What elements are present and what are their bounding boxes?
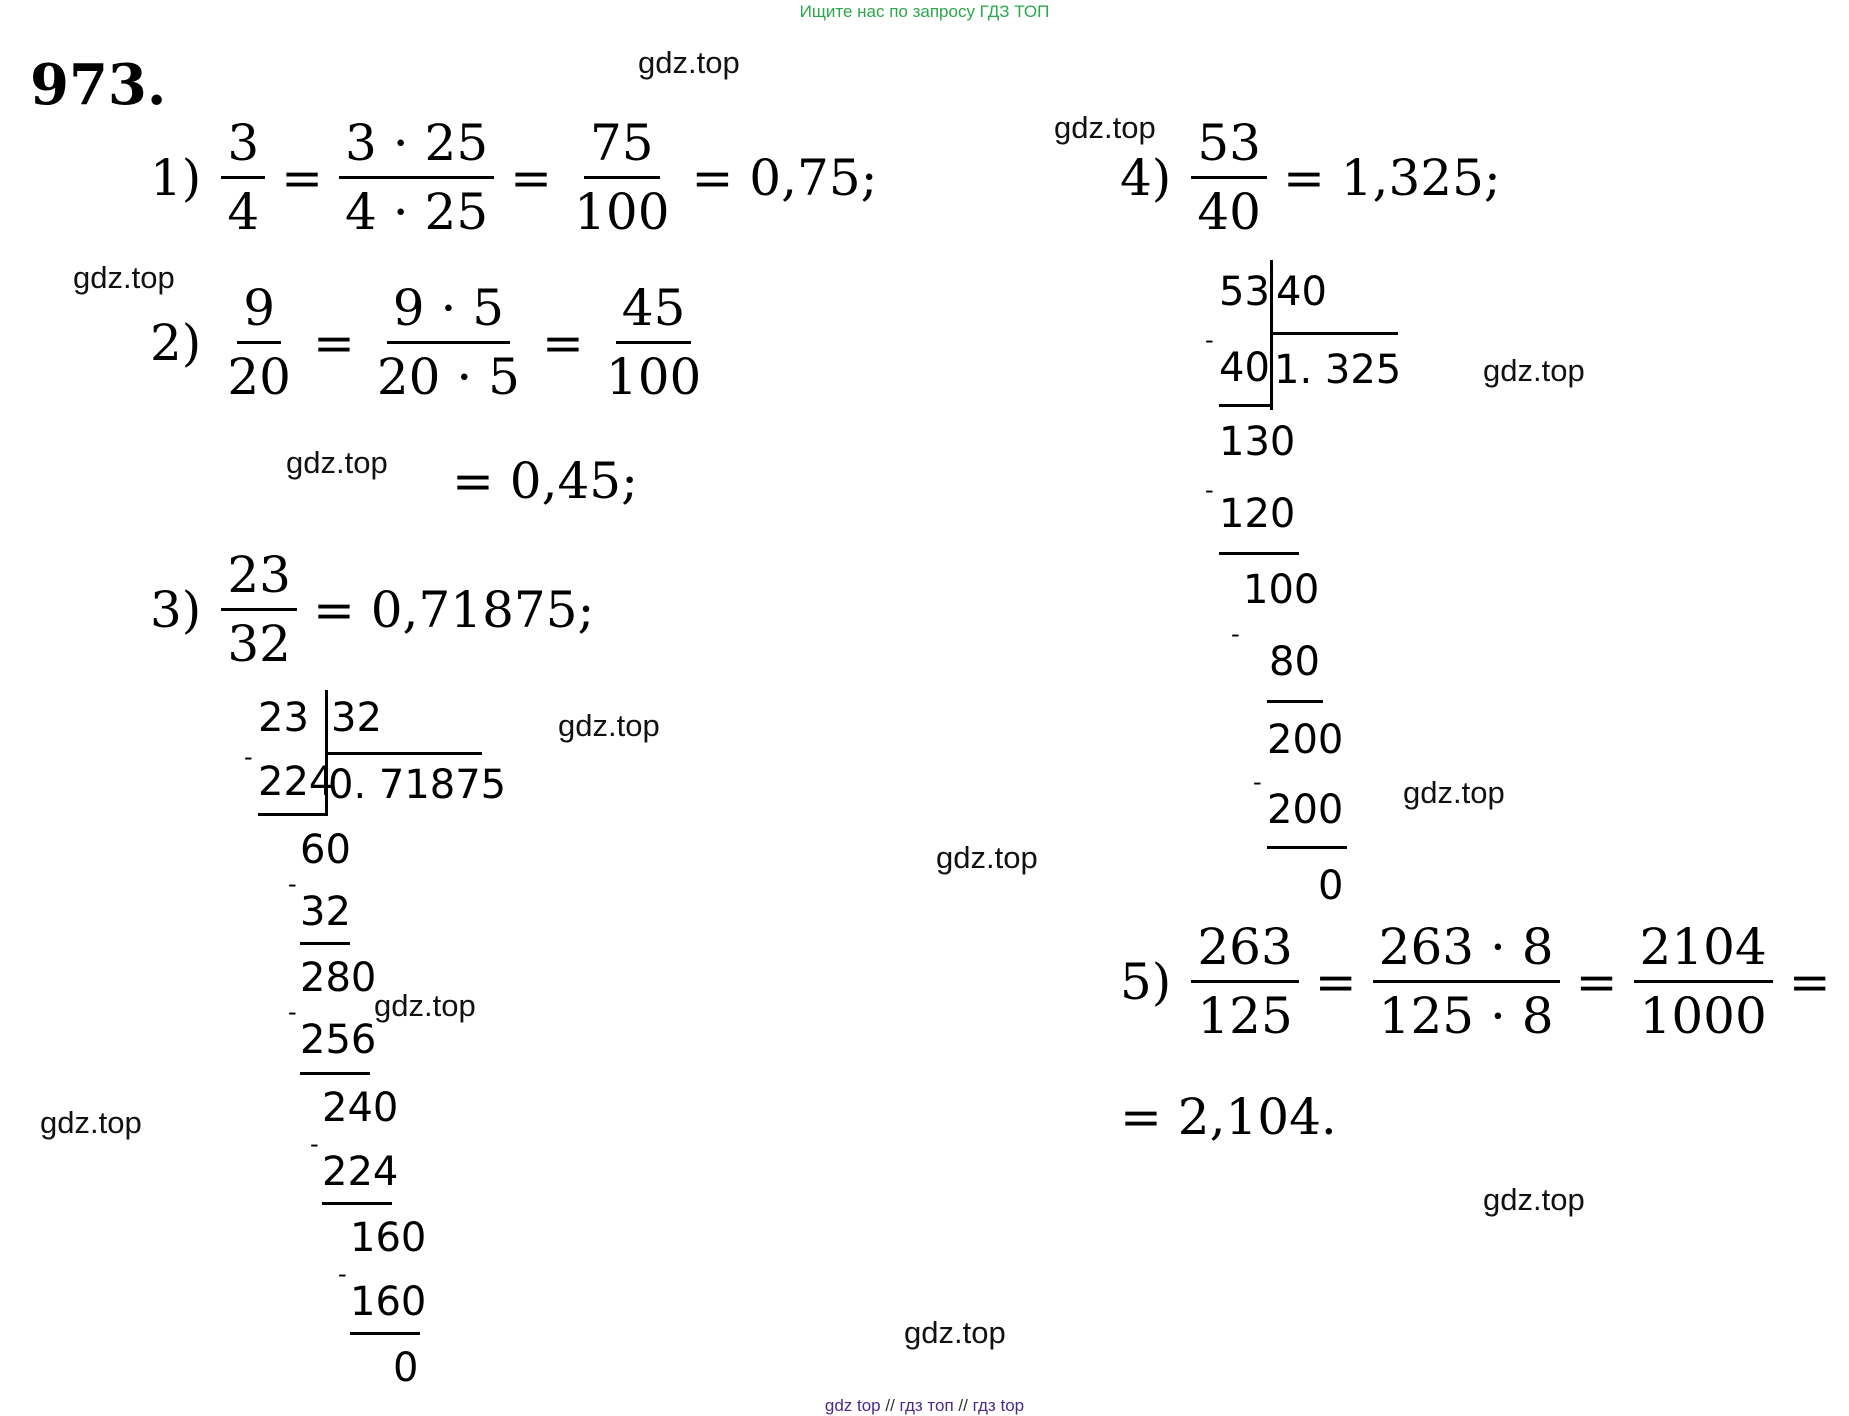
numerator: 2104 [1634, 922, 1773, 983]
division-line [350, 1332, 420, 1335]
equals-sign: = [1788, 952, 1831, 1011]
division-line [322, 1202, 392, 1205]
item-5-result: = 2,104. [1120, 1088, 1337, 1146]
numerator: 3 · 25 [339, 118, 494, 179]
watermark: gdz.top [374, 988, 476, 1023]
watermark: gdz.top [558, 708, 660, 743]
division-row: 240 [322, 1085, 399, 1131]
footer-links [0, 1396, 1849, 1416]
fraction [221, 279, 297, 406]
equals-sign: = [281, 148, 324, 207]
item-2-result: = 0,45; [452, 452, 638, 510]
division-row: 256 [300, 1017, 377, 1063]
minus-sign: - [288, 998, 297, 1026]
watermark: gdz.top [73, 260, 175, 295]
fraction [339, 114, 494, 241]
divisor: 32 [331, 695, 382, 741]
minus-sign: - [1205, 476, 1214, 504]
division-row: 0 [1318, 863, 1344, 909]
watermark: gdz.top [936, 840, 1038, 875]
minus-sign: - [310, 1130, 319, 1158]
division-row: 0 [393, 1345, 419, 1391]
division-line [300, 942, 350, 945]
item-5 [1120, 918, 1839, 1045]
numerator: 53 [1191, 118, 1267, 179]
search-banner: Ищите нас по запросу ГДЗ ТОП [799, 2, 1050, 21]
item-1 [150, 114, 885, 241]
numerator: 23 [221, 550, 297, 611]
fraction [1191, 918, 1298, 1045]
denominator: 125 · 8 [1378, 987, 1554, 1045]
minus-sign: - [1231, 620, 1240, 648]
denominator: 4 · 25 [345, 183, 489, 241]
denominator: 4 [227, 183, 260, 241]
quotient: 1. 325 [1274, 347, 1402, 393]
watermark: gdz.top [1483, 353, 1585, 388]
equals-sign: = [541, 313, 584, 372]
minus-sign: - [288, 870, 297, 898]
denominator: 100 [605, 348, 702, 406]
minus-sign: - [338, 1260, 347, 1288]
numerator: 45 [616, 283, 692, 344]
dividend: 23 [258, 695, 309, 741]
fraction [1191, 114, 1267, 241]
watermark: gdz.top [286, 445, 388, 480]
footer-separator: // [885, 1396, 895, 1415]
division-line [1219, 552, 1299, 555]
fraction [600, 279, 707, 406]
watermark: gdz.top [638, 45, 740, 80]
numerator: 263 [1191, 922, 1298, 983]
division-row: 100 [1243, 567, 1320, 613]
footer-separator: // [958, 1396, 968, 1415]
numerator: 9 · 5 [387, 283, 510, 344]
footer-link[interactable]: гдз top [972, 1396, 1025, 1415]
minus-sign: - [1205, 326, 1214, 354]
result: = 0,71875; [312, 580, 595, 639]
result: = 0,75; [691, 148, 878, 207]
division-bracket [1270, 260, 1273, 410]
division-row: 200 [1267, 787, 1344, 833]
division-row: 224 [322, 1149, 399, 1195]
denominator: 32 [227, 615, 291, 673]
fraction [568, 114, 675, 241]
fraction [1634, 918, 1773, 1045]
item-3 [150, 546, 602, 673]
watermark: gdz.top [904, 1315, 1006, 1350]
denominator: 1000 [1639, 987, 1767, 1045]
division-row: 40 [1219, 345, 1270, 391]
denominator: 20 · 5 [376, 348, 520, 406]
fraction [221, 546, 297, 673]
fraction [221, 114, 265, 241]
item-4 [1120, 114, 1509, 241]
division-line [1267, 700, 1323, 703]
item-label: 3) [150, 580, 202, 639]
item-label: 4) [1120, 148, 1172, 207]
division-row: 80 [1269, 639, 1320, 685]
divisor: 40 [1276, 269, 1327, 315]
result: = 1,325; [1282, 148, 1501, 207]
numerator: 9 [237, 283, 281, 344]
division-row: 60 [300, 827, 351, 873]
division-row: 160 [350, 1279, 427, 1325]
watermark: gdz.top [1054, 110, 1156, 145]
equals-sign: = [312, 313, 355, 372]
watermark: gdz.top [40, 1105, 142, 1140]
item-label: 1) [150, 148, 202, 207]
dividend: 53 [1219, 269, 1270, 315]
division-line [1267, 846, 1347, 849]
division-row: 130 [1219, 419, 1296, 465]
watermark: gdz.top [1403, 775, 1505, 810]
fraction [371, 279, 526, 406]
numerator: 75 [584, 118, 660, 179]
denominator: 125 [1197, 987, 1293, 1045]
quotient-line [327, 752, 482, 755]
item-label: 5) [1120, 952, 1172, 1011]
footer-link[interactable]: gdz top [824, 1396, 881, 1415]
footer-link[interactable]: гдз топ [899, 1396, 954, 1415]
division-line [258, 813, 328, 816]
equals-sign: = [510, 148, 553, 207]
denominator: 20 [227, 348, 291, 406]
division-row: 160 [350, 1215, 427, 1261]
fraction [1373, 918, 1560, 1045]
division-row: 32 [300, 889, 351, 935]
denominator: 100 [574, 183, 670, 241]
equals-sign: = [1314, 952, 1357, 1011]
denominator: 40 [1197, 183, 1261, 241]
item-2 [150, 279, 715, 406]
problem-number: 973. [30, 52, 167, 118]
division-row: 224 [258, 759, 335, 805]
division-row: 280 [300, 955, 377, 1001]
item-label: 2) [150, 313, 202, 372]
equals-sign: = [1575, 952, 1618, 1011]
quotient-line [1272, 332, 1398, 335]
division-line [300, 1072, 370, 1075]
division-row: 120 [1219, 491, 1296, 537]
numerator: 3 [221, 118, 265, 179]
minus-sign: - [1253, 768, 1262, 796]
numerator: 263 · 8 [1373, 922, 1560, 983]
watermark: gdz.top [1483, 1182, 1585, 1217]
minus-sign: - [244, 743, 253, 771]
division-row: 200 [1267, 717, 1344, 763]
division-line [1219, 404, 1271, 407]
quotient: 0. 71875 [328, 762, 507, 808]
